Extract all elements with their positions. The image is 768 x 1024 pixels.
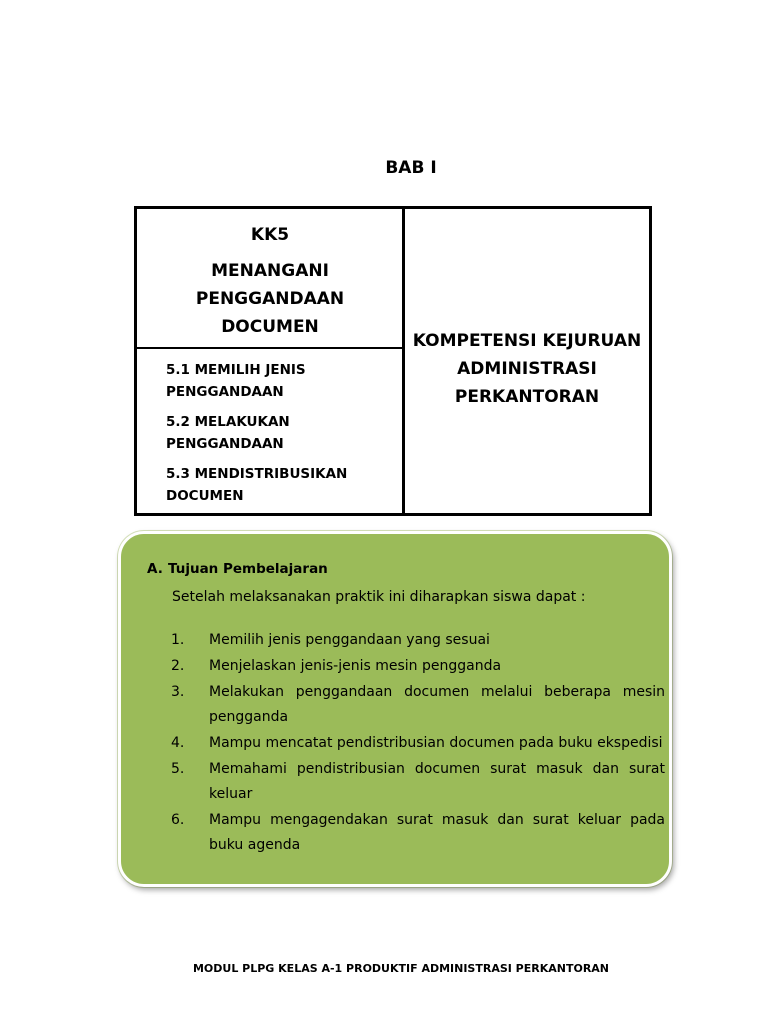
objective-number: 2. [171,658,185,674]
objective-text: Mampu mengagendakan surat masuk dan surat keluar pada buku agenda [209,812,665,853]
chapter-title: BAB I [385,158,437,178]
sub-competency-item [166,463,396,507]
objective-text: Menjelaskan jenis-jenis mesin pengganda [209,658,502,674]
objectives-list [171,628,665,859]
objective-text: Melakukan penggandaan documen melalui beberapa mesin pengganda [209,684,665,725]
objective-item [171,808,665,858]
competency-title-line: DOCUMEN [221,317,319,337]
sub-competency-line: PENGGANDAAN [166,384,284,400]
objective-number: 3. [171,684,185,700]
objective-number: 5. [171,761,185,777]
sub-competency-item [166,359,396,403]
competency-code: KK5 [250,225,290,245]
objective-text: Mampu mencatat pendistribusian documen pada buku ekspedisi [209,735,663,751]
competency-table [134,206,652,516]
competency-title-line: PENGGANDAAN [195,289,345,309]
objective-number: 6. [171,812,185,828]
competency-category-line: PERKANTORAN [454,387,600,407]
objective-item [171,654,665,679]
sub-competency-line: 5.1 MEMILIH JENIS [166,362,306,378]
sub-competency-line: 5.2 MELAKUKAN [166,414,290,430]
objective-item [171,731,665,756]
section-letter: A. [147,561,163,577]
objective-item [171,680,665,730]
competency-category-line: ADMINISTRASI [457,359,597,379]
sub-competency-line: PENGGANDAAN [166,436,284,452]
section-heading [147,561,328,577]
objective-text: Memilih jenis penggandaan yang sesuai [209,632,490,648]
objective-text: Memahami pendistribusian documen surat masuk dan surat keluar [209,761,665,802]
table-horizontal-divider [137,347,403,349]
sub-competency-line: 5.3 MENDISTRIBUSIKAN [166,466,348,482]
competency-category-line: KOMPETENSI KEJURUAN [412,331,642,351]
objective-number: 4. [171,735,185,751]
objective-number: 1. [171,632,185,648]
objectives-intro: Setelah melaksanakan praktik ini diharapkan siswa dapat : [172,589,586,605]
objective-item [171,757,665,807]
competency-category [405,327,649,411]
sub-competency-list [166,359,396,515]
sub-competency-line: DOCUMEN [166,488,244,504]
competency-title-line: MENANGANI [211,261,329,281]
sub-competency-item [166,411,396,455]
page-footer: MODUL PLPG KELAS A-1 PRODUKTIF ADMINISTRASI PERKANTORAN [192,962,610,975]
competency-title [137,257,403,341]
section-heading-text: Tujuan Pembelajaran [168,561,328,577]
objective-item [171,628,665,653]
learning-objectives-box [118,531,672,887]
